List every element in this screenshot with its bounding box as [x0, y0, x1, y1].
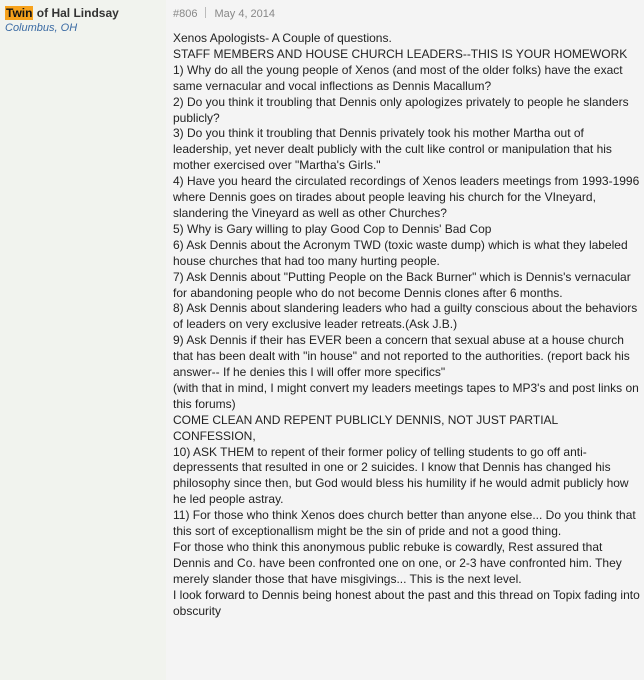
post-number[interactable]: #806 [173, 8, 198, 20]
post-line: 5) Why is Gary willing to play Good Cop to Dennis' Bad Cop [173, 221, 492, 236]
post-line: 4) Have you heard the circulated recordings of Xenos leaders meetings from 1993-1996 where Dennis goes on tirades about people leaving his church for the VIneyard, slandering the Vineyard as well as other Churches? [173, 174, 640, 220]
post-date: May 4, 2014 [214, 8, 276, 20]
post-line: 2) Do you think it troubling that Dennis only apologizes privately to people he slanders publicly? [173, 94, 629, 125]
post-line: 7) Ask Dennis about "Putting People on the Back Burner" which is Dennis's vernacular for abandoning people who do not become Dennis clones after 6 months. [173, 269, 631, 300]
author-name-rest[interactable]: of Hal Lindsay [36, 6, 119, 20]
post-body [173, 31, 641, 620]
post-content [166, 0, 644, 680]
post-line: 11) For those who think Xenos does church better than anyone else... Do you think that this sort of exceptionallism might be the sin of pride and not a good thing. [173, 508, 636, 539]
post-line: 6) Ask Dennis about the Acronym TWD (toxic waste dump) which is what they labeled house churches that had too many hurting people. [173, 237, 628, 268]
author-name[interactable] [5, 6, 119, 20]
author-location: Columbus, OH [5, 22, 78, 34]
meta-divider [205, 7, 206, 18]
post-line: 3) Do you think it troubling that Dennis privately took his mother Martha out of leadership, yet never dealt publicly with the cult like control or manipulation that his mother exercised over "Martha's Girls." [173, 126, 612, 173]
post-line: COME CLEAN AND REPENT PUBLICLY DENNIS, NOT JUST PARTIAL CONFESSION, [173, 412, 558, 443]
author-name-highlight[interactable]: Twin [6, 6, 33, 20]
post-line: (with that in mind, I might convert my leaders meetings tapes to MP3's and post links on this forums) [173, 380, 639, 411]
post-author-sidebar [0, 0, 166, 680]
post-line: 1) Why do all the young people of Xenos (and most of the older folks) have the exact same vernacular and vocal inflections as Dennis Macallum? [173, 62, 623, 93]
post-line: For those who think this anonymous public rebuke is cowardly, Rest assured that Dennis and Co. have been confronted one on one, or 2-3 have confronted him. They merely slander those that have misgivings... This is the next level. [173, 540, 622, 586]
post-line: 10) ASK THEM to repent of their former policy of telling students to go off anti-depressents that resulted in one or 2 suicides. I know that Dennis has changed his philosophy since then, but God would bless his humility if he would admit publicly how he led people astray. [173, 444, 629, 507]
post-line: 9) Ask Dennis if their has EVER been a concern that sexual abuse at a house church that has been dealt with "in house" and not reported to the authorities. (report back his answer-- If he denies this I will offer more specifics" [173, 333, 630, 380]
post-meta [173, 7, 275, 20]
post-line: Xenos Apologists- A Couple of questions. [173, 31, 392, 45]
post-line: I look forward to Dennis being honest about the past and this thread on Topix fading into obscurity [173, 587, 640, 618]
post-line: STAFF MEMBERS AND HOUSE CHURCH LEADERS--THIS IS YOUR HOMEWORK [173, 46, 628, 61]
post-line: 8) Ask Dennis about slandering leaders who had a guilty conscious about the behaviors of leaders on very exclusive leader retreats.(Ask J.B.) [173, 301, 638, 332]
